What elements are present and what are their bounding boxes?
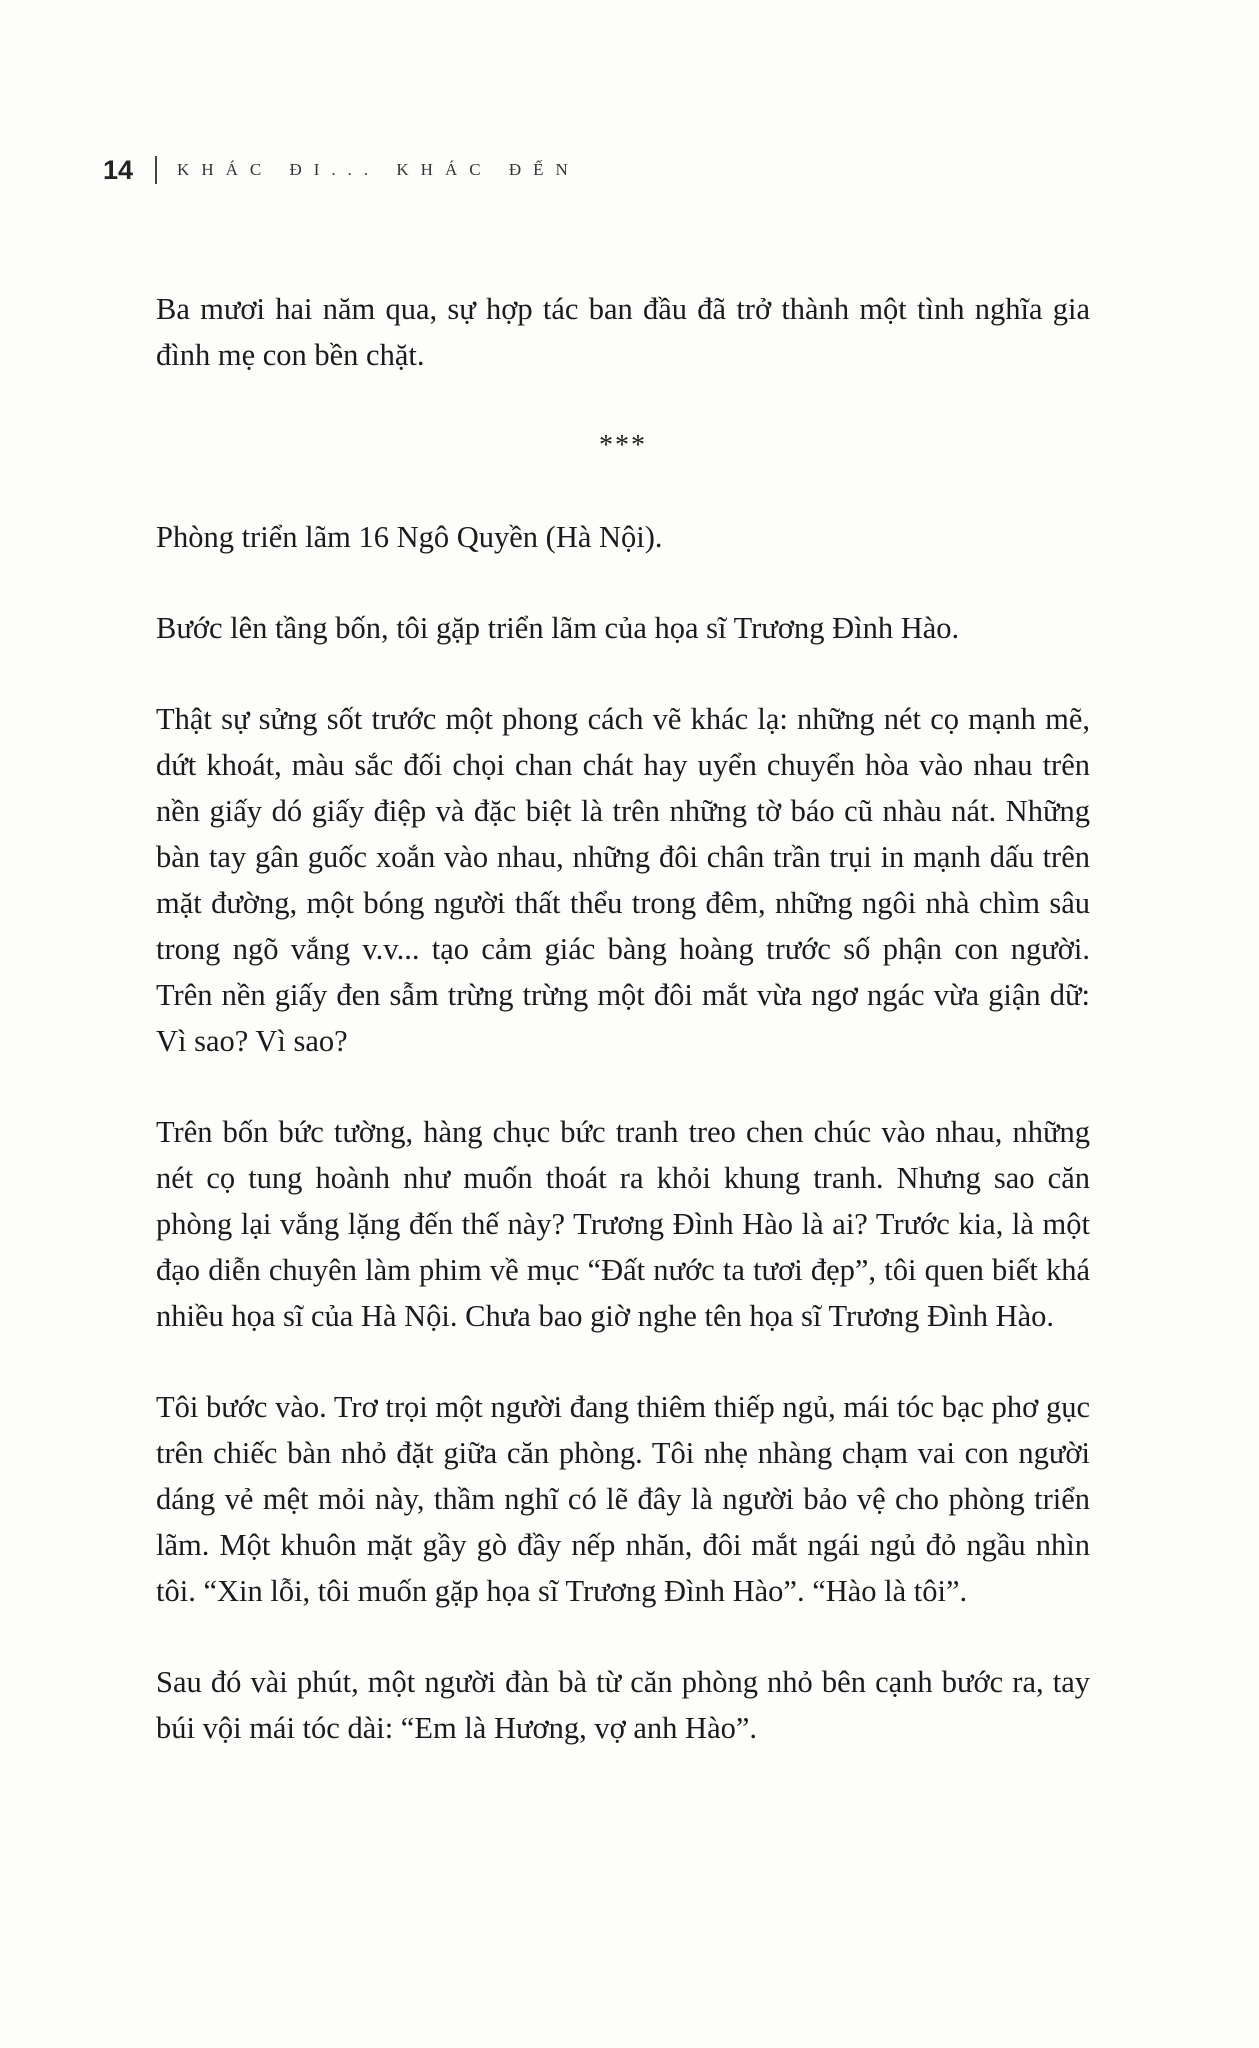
scene-break: *** xyxy=(599,430,647,461)
book-title: KHÁC ĐI... KHÁC ĐẾN xyxy=(177,160,580,179)
paragraph: Thật sự sửng sốt trước một phong cách vẽ khác lạ: những nét cọ mạnh mẽ, dứt khoát, màu sắc đối chọi chan chát hay uyển chuyển hòa vào nhau trên nền giấy dó giấy điệp và đặc biệt là trên những tờ báo cũ nhàu nát. Những bàn tay gân guốc xoắn vào nhau, những đôi chân trần trụi in mạnh dấu trên mặt đường, một bóng người thất thểu trong đêm, những ngôi nhà chìm sâu trong ngõ vắng v.v... tạo cảm giác bàng hoàng trước số phận con người. Trên nền giấy đen sẫm trừng trừng một đôi mắt vừa ngơ ngác vừa giận dữ: Vì sao? Vì sao? xyxy=(156,702,1090,1058)
body-text xyxy=(156,286,1090,1796)
paragraph: Sau đó vài phút, một người đàn bà từ căn phòng nhỏ bên cạnh bước ra, tay búi vội mái tóc dài: “Em là Hương, vợ anh Hào”. xyxy=(156,1665,1090,1745)
paragraph: Ba mươi hai năm qua, sự hợp tác ban đầu đã trở thành một tình nghĩa gia đình mẹ con bền chặt. xyxy=(156,292,1090,372)
paragraph: Phòng triển lãm 16 Ngô Quyền (Hà Nội). xyxy=(156,520,663,554)
running-header xyxy=(103,150,580,190)
paragraph: Tôi bước vào. Trơ trọi một người đang thiêm thiếp ngủ, mái tóc bạc phơ gục trên chiếc bàn nhỏ đặt giữa căn phòng. Tôi nhẹ nhàng chạm vai con người dáng vẻ mệt mỏi này, thầm nghĩ có lẽ đây là người bảo vệ cho phòng triển lãm. Một khuôn mặt gầy gò đầy nếp nhăn, đôi mắt ngái ngủ đỏ ngầu nhìn tôi. “Xin lỗi, tôi muốn gặp họa sĩ Trương Đình Hào”. “Hào là tôi”. xyxy=(156,1390,1090,1608)
paragraph: Trên bốn bức tường, hàng chục bức tranh treo chen chúc vào nhau, những nét cọ tung hoành như muốn thoát ra khỏi khung tranh. Nhưng sao căn phòng lại vắng lặng đến thế này? Trương Đình Hào là ai? Trước kia, là một đạo diễn chuyên làm phim về mục “Đất nước ta tươi đẹp”, tôi quen biết khá nhiều họa sĩ của Hà Nội. Chưa bao giờ nghe tên họa sĩ Trương Đình Hào. xyxy=(156,1115,1090,1333)
page-number: 14 xyxy=(103,154,134,185)
paragraph: Bước lên tầng bốn, tôi gặp triển lãm của họa sĩ Trương Đình Hào. xyxy=(156,611,960,645)
header-separator xyxy=(155,156,157,184)
